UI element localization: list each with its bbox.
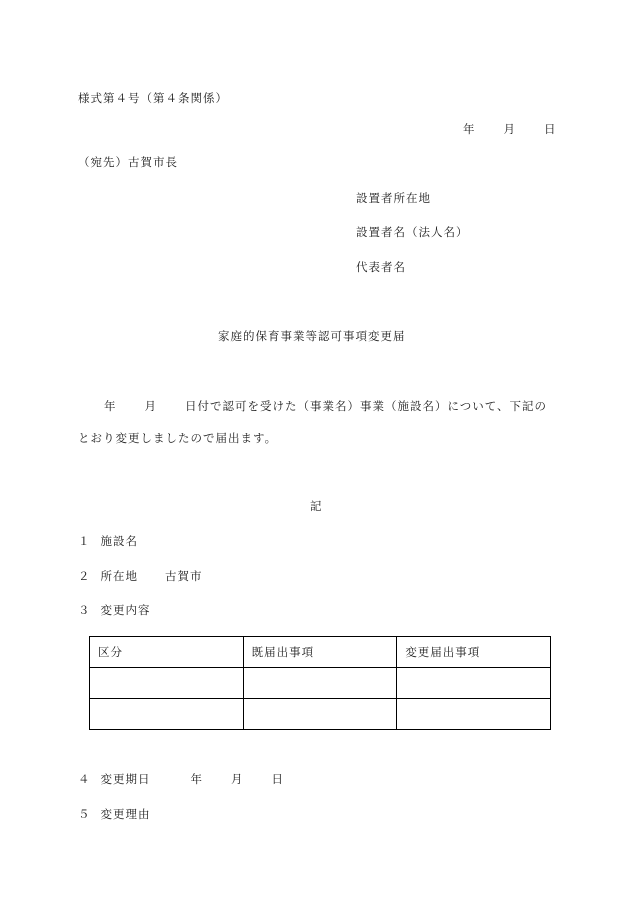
ki-heading: 記 bbox=[310, 499, 323, 513]
table-cell bbox=[90, 668, 244, 699]
item-1 bbox=[78, 533, 138, 549]
item-4-day: 日 bbox=[271, 772, 284, 786]
table-row bbox=[90, 668, 551, 699]
table-header-changed: 変更届出事項 bbox=[397, 637, 551, 668]
item-4-month: 月 bbox=[231, 772, 244, 786]
item-2-number: ２ bbox=[78, 569, 91, 583]
table-cell bbox=[243, 699, 397, 730]
item-1-number: １ bbox=[78, 534, 91, 548]
changes-table bbox=[89, 636, 551, 730]
date-year: 年 bbox=[463, 122, 476, 136]
table-header-row bbox=[90, 637, 551, 668]
table-cell bbox=[90, 699, 244, 730]
item-3 bbox=[78, 602, 151, 618]
applicant-address-label: 設置者所在地 bbox=[356, 191, 431, 205]
item-1-label: 施設名 bbox=[100, 534, 138, 548]
date-month: 月 bbox=[503, 122, 516, 136]
item-5 bbox=[78, 806, 151, 822]
item-5-number: ５ bbox=[78, 807, 91, 821]
date-day: 日 bbox=[544, 122, 557, 136]
item-4-year: 年 bbox=[190, 772, 203, 786]
table-cell bbox=[397, 699, 551, 730]
table-row bbox=[90, 699, 551, 730]
body-month: 月 bbox=[144, 399, 157, 413]
item-2-label: 所在地 bbox=[100, 569, 138, 583]
table-cell bbox=[397, 668, 551, 699]
body-line-2: とおり変更しましたので届出ます。 bbox=[78, 431, 278, 445]
body-line-1-rest: 日付で認可を受けた（事業名）事業（施設名）について、下記の bbox=[185, 399, 548, 413]
form-number: 様式第４号（第４条関係） bbox=[78, 91, 228, 105]
item-4 bbox=[78, 771, 284, 787]
item-2-value: 古賀市 bbox=[165, 569, 203, 583]
body-year: 年 bbox=[104, 399, 117, 413]
table-cell bbox=[243, 668, 397, 699]
item-2 bbox=[78, 568, 203, 584]
item-5-label: 変更理由 bbox=[100, 807, 151, 821]
addressee: （宛先）古賀市長 bbox=[78, 155, 178, 169]
body-line-1 bbox=[104, 398, 547, 414]
item-3-label: 変更内容 bbox=[100, 603, 151, 617]
table-header-previous: 既届出事項 bbox=[243, 637, 397, 668]
document-title: 家庭的保育事業等認可事項変更届 bbox=[218, 329, 406, 343]
applicant-representative-label: 代表者名 bbox=[356, 260, 406, 274]
item-4-label: 変更期日 bbox=[100, 772, 151, 786]
applicant-name-label: 設置者名（法人名） bbox=[356, 225, 469, 239]
item-3-number: ３ bbox=[78, 603, 91, 617]
date-line bbox=[463, 121, 557, 137]
item-4-number: ４ bbox=[78, 772, 91, 786]
table-header-category: 区分 bbox=[90, 637, 244, 668]
